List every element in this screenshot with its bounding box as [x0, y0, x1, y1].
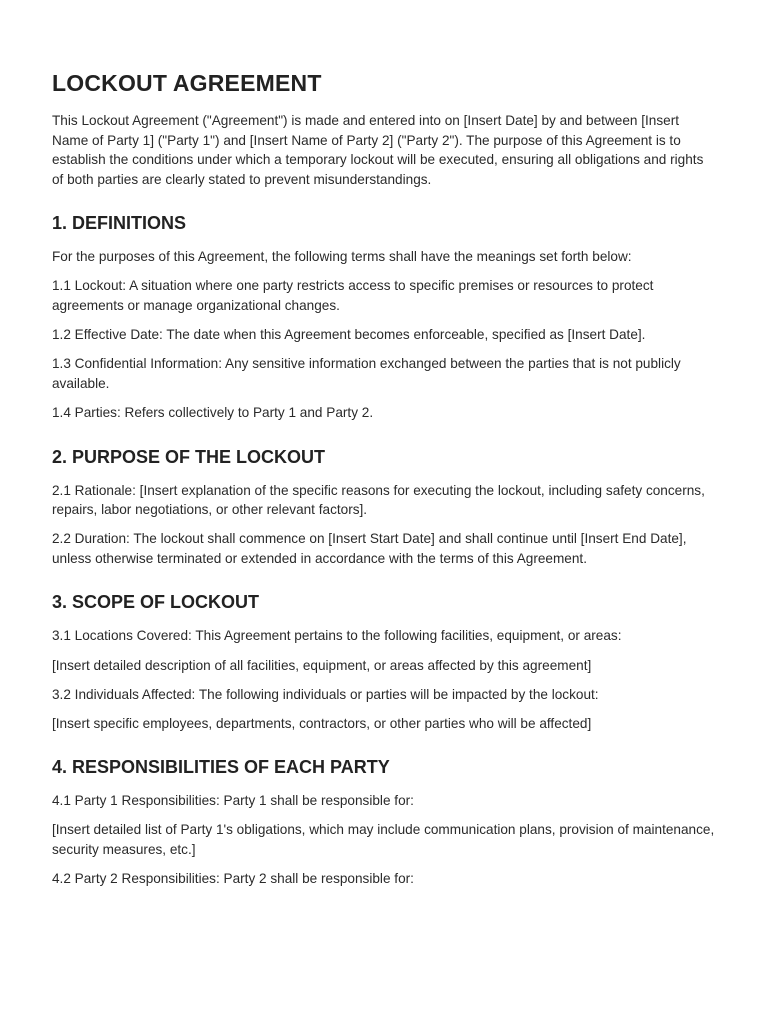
section-heading: 1. DEFINITIONS — [52, 213, 187, 234]
section-paragraph: 4.2 Party 2 Responsibilities: Party 2 shall be responsible for: — [52, 871, 414, 887]
section-paragraph: [Insert detailed description of all facilities, equipment, or areas affected by this agreement] — [52, 657, 592, 673]
section-paragraph: [Insert detailed list of Party 1's obligations, which may include communication plans, provision of maintenance, security measures, etc.] — [52, 822, 715, 857]
section-definitions — [52, 213, 718, 422]
section-paragraph: 1.2 Effective Date: The date when this Agreement becomes enforceable, specified as [Insert Date]. — [52, 327, 646, 343]
section-heading: 2. PURPOSE OF THE LOCKOUT — [52, 446, 326, 467]
section-paragraph: [Insert specific employees, departments, contractors, or other parties who will be affected] — [52, 715, 592, 731]
intro-paragraph: This Lockout Agreement ("Agreement") is made and entered into on [Insert Date] by and between [Insert Name of Party 1] ("Party 1") and [Insert Name of Party 2] ("Party 2"). The purpose of this Agreement is to establish the conditions under which a temporary lockout will be executed, ensuring all obligations and rights of both parties are clearly stated to prevent misunderstandings. — [52, 113, 704, 187]
section-purpose — [52, 447, 718, 569]
section-scope — [52, 592, 718, 733]
section-heading: 3. SCOPE OF LOCKOUT — [52, 592, 260, 613]
document-title: LOCKOUT AGREEMENT — [52, 70, 322, 96]
section-paragraph: 1.3 Confidential Information: Any sensitive information exchanged between the parties that is not publicly available. — [52, 356, 681, 391]
section-paragraph: 1.1 Lockout: A situation where one party restricts access to specific premises or resources to protect agreements or manage organizational changes. — [52, 278, 654, 314]
section-heading: 4. RESPONSIBILITIES OF EACH PARTY — [52, 757, 390, 778]
section-paragraph: 4.1 Party 1 Responsibilities: Party 1 shall be responsible for: — [52, 793, 414, 809]
section-paragraph: 3.1 Locations Covered: This Agreement pertains to the following facilities, equipment, or areas: — [52, 628, 622, 644]
section-paragraph: 3.2 Individuals Affected: The following individuals or parties will be impacted by the lockout: — [52, 686, 599, 702]
section-paragraph: 2.1 Rationale: [Insert explanation of the specific reasons for executing the lockout, including safety concerns, repairs, labor negotiations, or other relevant factors]. — [52, 482, 705, 518]
section-paragraph: For the purposes of this Agreement, the following terms shall have the meanings set forth below: — [52, 249, 632, 265]
section-paragraph: 2.2 Duration: The lockout shall commence on [Insert Start Date] and shall continue until [Insert End Date], unless otherwise terminated or extended in accordance with the terms of this Agreement. — [52, 531, 687, 566]
section-paragraph: 1.4 Parties: Refers collectively to Party 1 and Party 2. — [52, 404, 374, 420]
section-responsibilities — [52, 757, 718, 888]
